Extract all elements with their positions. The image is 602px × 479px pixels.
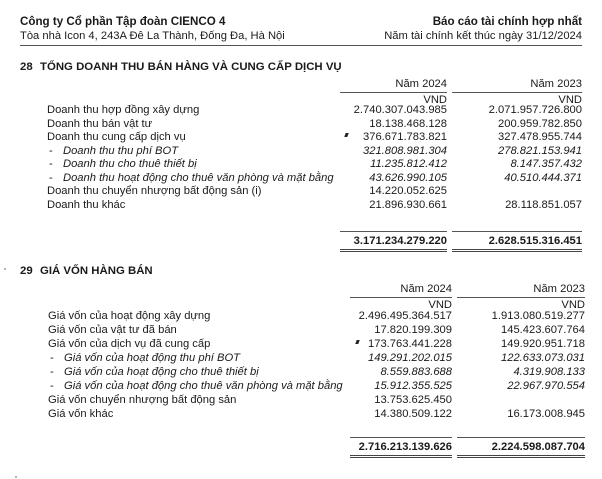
- value-2024: 8.559.883.688: [380, 366, 452, 378]
- value-2024: 149.291.202.015: [368, 352, 452, 364]
- row-label: Doanh thu cung cấp dịch vụ: [47, 131, 186, 143]
- table-row: [0, 338, 602, 352]
- row-label: Giá vốn của hoạt động cho thuê thiết bị: [64, 366, 259, 378]
- table-row: [0, 408, 602, 422]
- row-label: Doanh thu bán vật tư: [47, 117, 153, 130]
- column-header-2024: [350, 283, 452, 312]
- table-row: [0, 185, 602, 199]
- column-year: Năm 2024: [350, 283, 452, 298]
- value-2023: 200.959.782.850: [498, 117, 582, 130]
- column-header-2024: [340, 78, 447, 107]
- column-header-2023: [452, 78, 582, 107]
- table-row: [0, 118, 602, 132]
- report-header: [384, 14, 582, 44]
- section-heading: GIÁ VỐN HÀNG BÁN: [40, 265, 153, 277]
- column-year: Năm 2024: [340, 78, 447, 93]
- column-header-2023: [457, 283, 585, 312]
- row-label: Giá vốn của hoạt động xây dựng: [48, 310, 211, 322]
- table-row: [0, 324, 602, 338]
- column-currency: VND: [428, 299, 452, 311]
- value-2023: 145.423.607.764: [501, 324, 585, 336]
- table-row: [0, 131, 602, 145]
- bullet-dash: -: [50, 366, 54, 378]
- row-label: Doanh thu hoạt động cho thuê văn phòng và mặt bằng: [63, 171, 334, 184]
- total-2023: 2.628.515.316.451: [452, 231, 582, 252]
- value-2024: 43.626.990.105: [369, 171, 447, 184]
- value-2024: 14.380.509.122: [374, 408, 452, 420]
- table-total-row: [0, 231, 602, 245]
- table-row: [0, 394, 602, 408]
- row-label: Giá vốn của hoạt động thu phí BOT: [64, 352, 241, 364]
- report-title: Báo cáo tài chính hợp nhất: [432, 15, 582, 28]
- value-2024: 14.220.052.625: [369, 185, 447, 197]
- column-year: Năm 2023: [457, 283, 585, 298]
- value-2024: 2.740.307.043.985: [353, 104, 447, 116]
- value-2024: 321.808.981.304: [363, 144, 447, 157]
- bullet-dash: -: [49, 171, 53, 184]
- header-divider: [20, 45, 582, 46]
- section-29-title: [20, 265, 153, 277]
- row-label: Doanh thu thu phí BOT: [63, 144, 179, 157]
- table-row: [0, 310, 602, 324]
- table-row-subitem: [0, 158, 602, 172]
- row-label: Doanh thu cho thuê thiết bị: [63, 158, 197, 170]
- value-2024: 173.763.441.228: [368, 338, 452, 350]
- column-currency: VND: [561, 299, 585, 311]
- total-2023: 2.224.598.087.704: [457, 437, 585, 458]
- company-header: [20, 14, 285, 44]
- company-address: Tòa nhà Icon 4, 243A Đê La Thành, Đống Đa, Hà Nội: [20, 30, 285, 42]
- report-period: Năm tài chính kết thúc ngày 31/12/2024: [384, 30, 582, 42]
- bullet-dash: -: [50, 352, 54, 364]
- value-2023: 122.633.073.031: [501, 352, 585, 364]
- table-row-subitem: [0, 380, 602, 394]
- row-label: Giá vốn của dịch vụ đã cung cấp: [48, 338, 211, 350]
- bullet-dash: -: [49, 144, 53, 157]
- table-row-subitem: [0, 172, 602, 186]
- section-number: 28: [20, 61, 33, 73]
- total-2024: 3.171.234.279.220: [340, 231, 447, 252]
- value-2023: 8.147.357.432: [510, 158, 582, 170]
- table-row: [0, 199, 602, 213]
- value-2023: 22.967.970.554: [507, 380, 585, 392]
- row-label: Doanh thu chuyển nhượng bất động sản (i): [47, 185, 262, 197]
- value-2024: 13.753.625.450: [374, 394, 452, 406]
- value-2024: 2.496.495.364.517: [358, 310, 452, 322]
- column-currency: VND: [558, 94, 582, 106]
- value-2024: 21.896.930.661: [369, 198, 447, 211]
- value-2024: 11.235.812.412: [370, 158, 447, 170]
- value-2023: 278.821.153.941: [498, 144, 582, 157]
- section-heading: TỔNG DOANH THU BÁN HÀNG VÀ CUNG CẤP DỊCH VỤ: [40, 61, 342, 73]
- row-label: Giá vốn của vật tư đã bán: [48, 324, 177, 336]
- table-row: [0, 104, 602, 118]
- row-label: Giá vốn của hoạt động cho thuê văn phòng và mặt bằng: [64, 380, 343, 392]
- scan-speck: [4, 268, 6, 270]
- value-2023: 28.118.851.057: [505, 198, 582, 211]
- scan-speck: [15, 476, 17, 478]
- value-2023: 2.071.957.726.800: [488, 104, 582, 116]
- row-label: Giá vốn khác: [48, 408, 114, 420]
- bullet-dash: -: [50, 380, 54, 392]
- table-total-row: [0, 437, 602, 451]
- row-label: Doanh thu hợp đồng xây dựng: [47, 104, 200, 116]
- row-label: Giá vốn chuyển nhượng bất động sản: [48, 394, 237, 406]
- bullet-dash: -: [49, 158, 53, 170]
- total-2024: 2.716.213.139.626: [350, 437, 452, 458]
- column-year: Năm 2023: [452, 78, 582, 93]
- section-number: 29: [20, 265, 33, 277]
- company-name: Công ty Cổ phần Tập đoàn CIENCO 4: [20, 15, 226, 28]
- value-2024: 376.671.783.821: [363, 131, 447, 143]
- table-row-subitem: [0, 352, 602, 366]
- value-2023: 1.913.080.519.277: [491, 310, 585, 322]
- table-row-subitem: [0, 366, 602, 380]
- value-2023: 40.510.444.371: [504, 171, 582, 184]
- value-2023: 4.319.908.133: [513, 366, 585, 378]
- value-2023: 327.478.955.744: [498, 131, 582, 143]
- value-2024: 18.138.468.128: [369, 117, 447, 130]
- row-label: Doanh thu khác: [47, 198, 126, 211]
- table-row-subitem: [0, 145, 602, 159]
- value-2023: 16.173.008.945: [507, 408, 585, 420]
- value-2023: 149.920.951.718: [501, 338, 585, 350]
- section-28-title: [20, 61, 342, 73]
- column-currency: VND: [423, 94, 447, 106]
- value-2024: 17.820.199.309: [374, 324, 452, 336]
- value-2024: 15.912.355.525: [374, 380, 452, 392]
